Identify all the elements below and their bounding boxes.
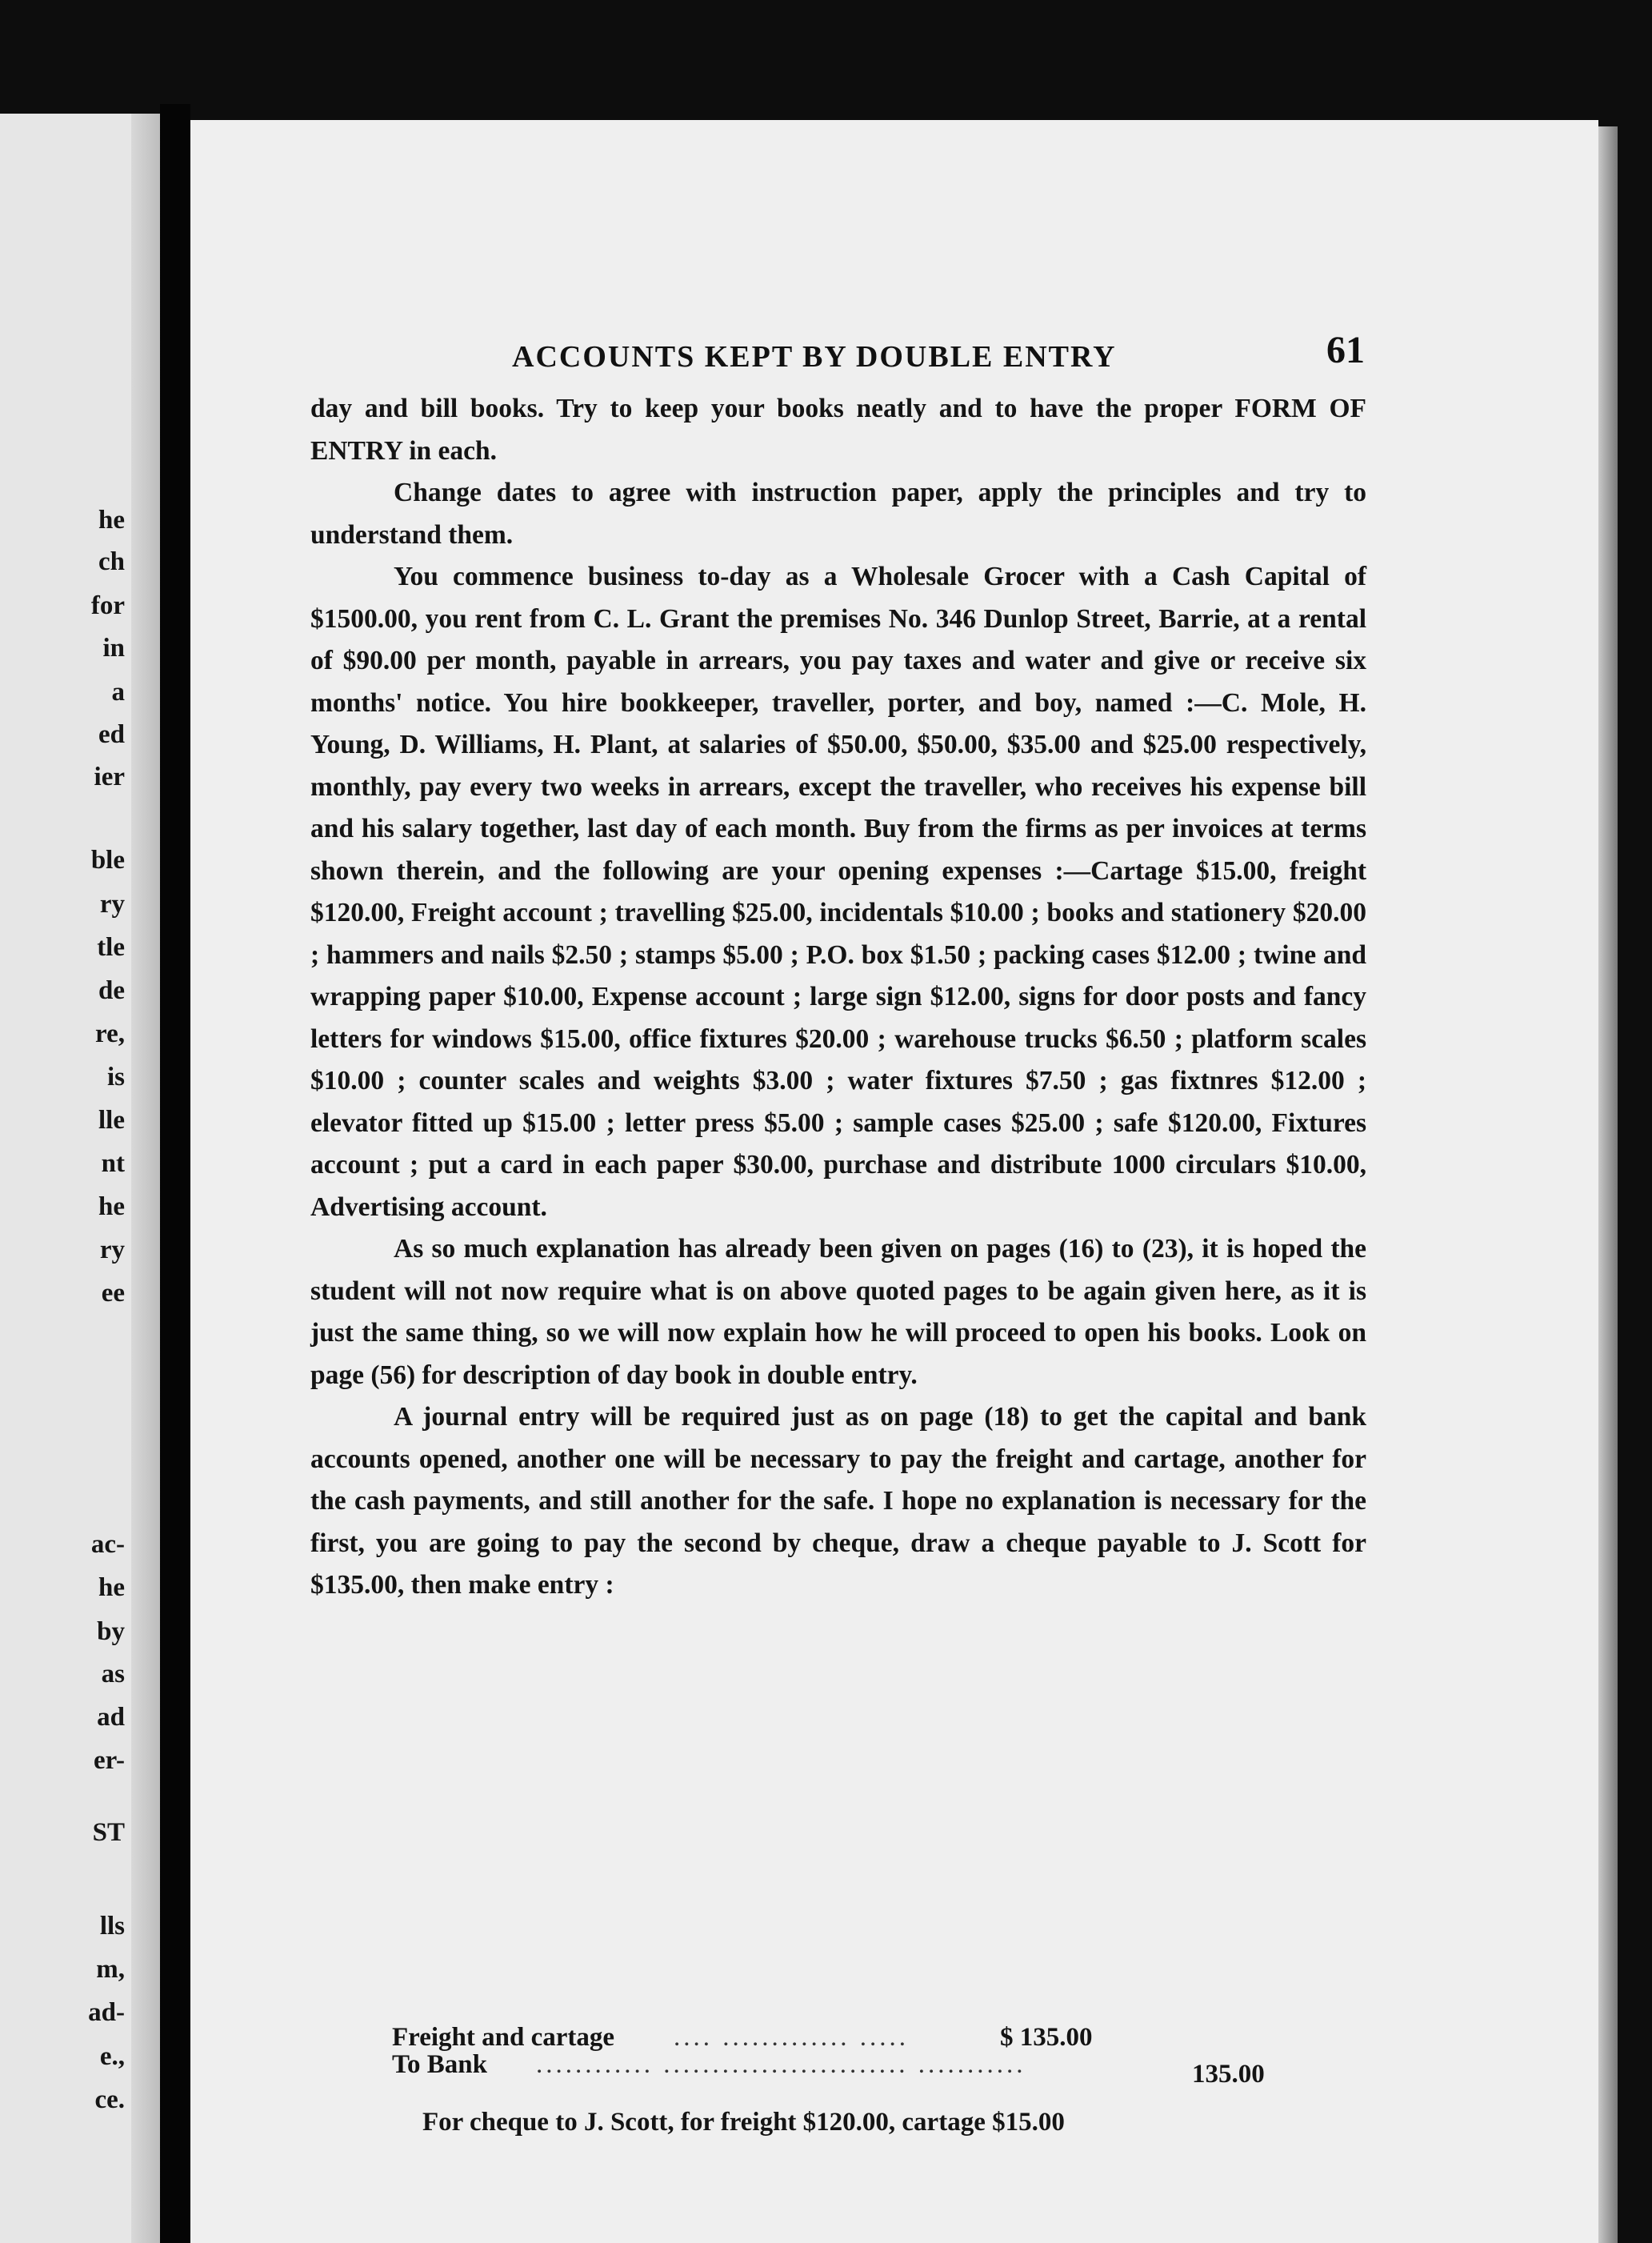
page-number: 61 (1326, 329, 1365, 371)
paragraph: day and bill books. Try to keep your books neatly and to have the proper FORM OF ENTRY in each. (310, 394, 1366, 466)
running-head: ACCOUNTS KEPT BY DOUBLE ENTRY (512, 340, 1117, 374)
paragraph: You commence business to-day as a Wholesale Grocer with a Cash Capital of $1500.00, you rent from C. L. Grant the premises No. 346 Dunlop Street, Barrie, at a rental of $90.00 per month, payable in arrears, you pay taxes and water and give or receive six months' notice. You hire bookkeeper, traveller, porter, and boy, named :—C. Mole, H. Young, D. Williams, H. Plant, at salaries of $50.00, $50.00, $35.00 and $25.00 respectively, monthly, pay every two weeks in arrears, except the traveller, who receives his expense bill and his salary together, last day of each month. Buy from the firms as per invoices at terms shown therein, and the following are your opening expenses :—Cartage $15.00, freight $120.00, Freight account ; travelling $25.00, incidentals $10.00 ; books and stationery $20.00 ; hammers and nails $2.50 ; stamps $5.00 ; P.O. box $1.50 ; packing cases $12.00 ; twine and wrapping paper $10.00, Expense account ; large sign $12.00, signs for door posts and fancy letters for windows $15.00, office fixtures $20.00 ; warehouse trucks $6.50 ; platform scales $10.00 ; counter scales and weights $3.00 ; water fixtures $7.50 ; gas fixtnres $12.00 ; elevator fitted up $15.00 ; letter press $5.00 ; sample cases $25.00 ; safe $120.00, Fixtures account ; put a card in each paper $30.00, purchase and distribute 1000 circulars $10.00, Advertising account. (310, 562, 1366, 1222)
credit-account: To Bank (392, 2050, 487, 2079)
left-fragment: he (98, 506, 125, 535)
left-fragment: de (98, 976, 125, 1005)
left-fragment: ac- (90, 1530, 125, 1559)
left-fragment: as (101, 1660, 125, 1688)
left-fragment: ce. (94, 2085, 125, 2114)
left-fragment: a (111, 678, 125, 707)
body-text (310, 388, 1366, 1607)
paragraph: As so much explanation has already been given on pages (16) to (23), it is hoped the student will not now require what is on above quoted pages to be again given here, as it is just the same thing, so we will now explain how he will proceed to open his books. Look on page (56) for description of day book in double entry. (310, 1234, 1366, 1390)
dot-leader: .... ............. ..... (674, 2023, 909, 2052)
book-page (190, 120, 1598, 2243)
left-fragment: ed (98, 720, 125, 749)
journal-explanation: For cheque to J. Scott, for freight $120.00, cartage $15.00 (422, 2108, 1065, 2137)
left-fragment: ad (97, 1703, 125, 1732)
debit-amount: $ 135.00 (1000, 2023, 1093, 2052)
left-fragment: e., (99, 2042, 125, 2071)
debit-account: Freight and cartage (392, 2023, 615, 2052)
left-fragment: ch (98, 547, 125, 576)
left-fragment: for (90, 591, 125, 620)
left-page-gutter (131, 114, 160, 2243)
book-spine (160, 104, 190, 2243)
left-fragment: ad- (88, 1998, 125, 2027)
left-fragment: he (98, 1573, 125, 1602)
page-header (190, 328, 1598, 376)
left-fragment: tle (97, 933, 125, 962)
left-fragment: re, (95, 1019, 125, 1048)
left-fragment: is (106, 1063, 125, 1091)
left-fragment: ry (99, 1236, 125, 1264)
left-fragment: m, (96, 1955, 125, 1984)
page-edge (1598, 126, 1618, 2243)
left-fragment: ST (92, 1818, 125, 1847)
left-fragment: ry (99, 890, 125, 919)
left-fragment: ier (94, 763, 125, 791)
left-facing-page (0, 114, 160, 2243)
paragraph: A journal entry will be required just as on page (18) to get the capital and bank accounts opened, another one will be necessary to pay the freight and cartage, another for the cash payments, and still another for the safe. I hope no explanation is necessary for the first, you are going to pay the second by cheque, draw a cheque payable to J. Scott for $135.00, then make entry : (310, 1402, 1366, 1600)
dot-leader: ............ ......................... ........... (536, 2050, 1026, 2079)
left-fragment: lls (99, 1912, 125, 1941)
left-fragment: lle (98, 1106, 125, 1135)
journal-credit-row (392, 2050, 1376, 2089)
left-fragment: ee (101, 1279, 125, 1308)
left-fragment: ble (90, 846, 125, 875)
left-fragment: he (98, 1192, 125, 1221)
journal-debit-row (392, 2024, 1376, 2051)
left-fragment: er- (93, 1746, 125, 1775)
journal-entry (392, 2023, 1376, 2089)
left-fragment: nt (101, 1149, 125, 1178)
credit-amount: 135.00 (1192, 2060, 1265, 2089)
paragraph: Change dates to agree with instruction paper, apply the principles and try to understand them. (310, 478, 1366, 550)
left-fragment: in (102, 634, 125, 663)
left-fragment: by (97, 1617, 125, 1646)
